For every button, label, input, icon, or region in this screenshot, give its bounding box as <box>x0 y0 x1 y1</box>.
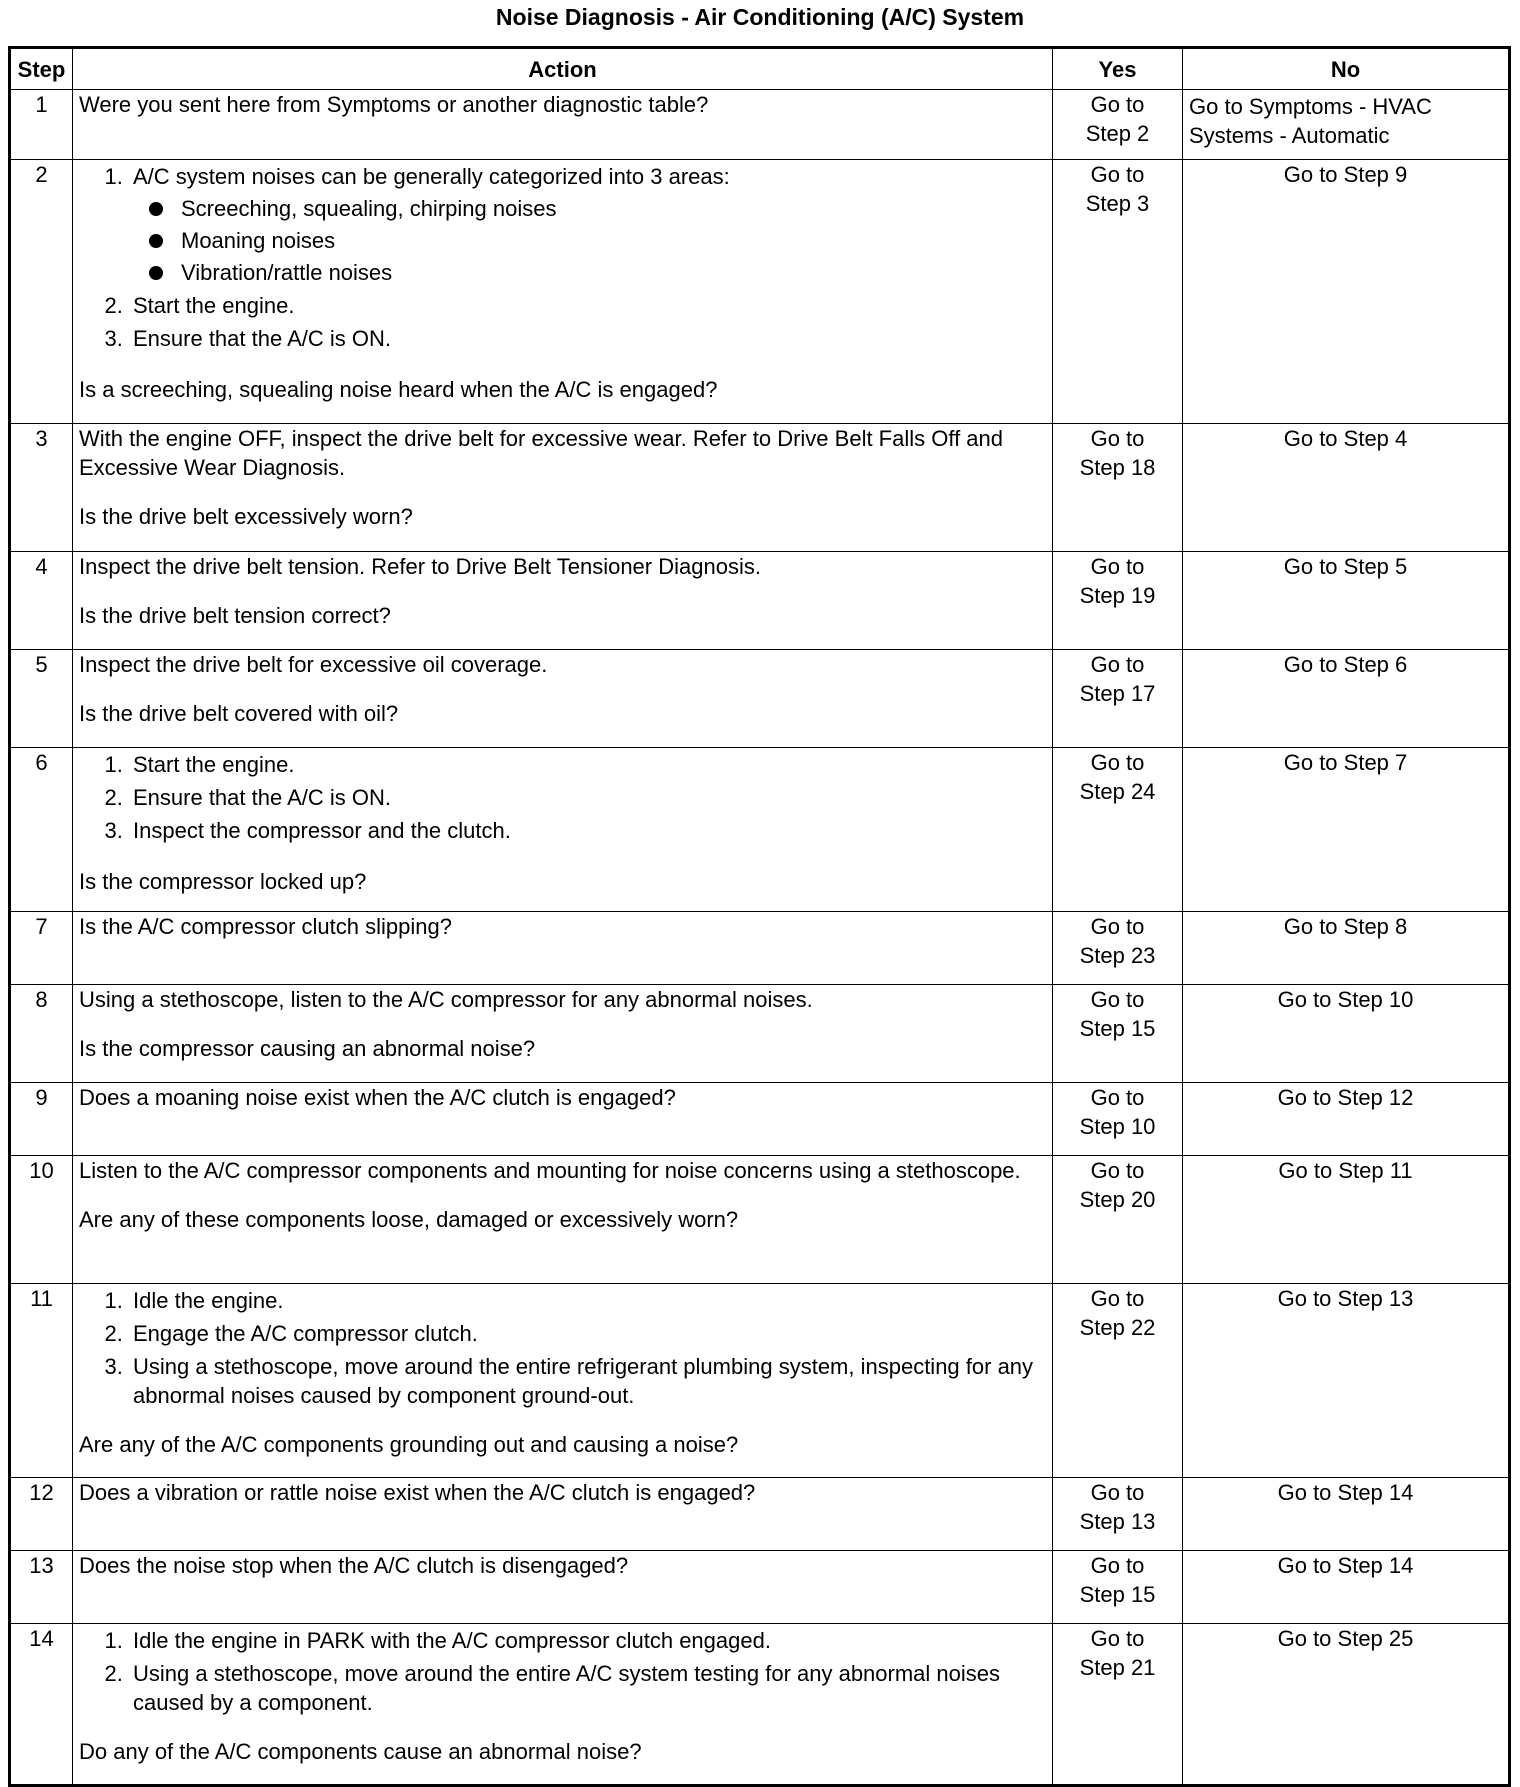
no-cell <box>1183 1284 1510 1478</box>
header-yes: Yes <box>1053 48 1183 90</box>
action-cell <box>73 1478 1053 1551</box>
table-row <box>10 748 1510 912</box>
yes-cell <box>1053 985 1183 1083</box>
yes-cell <box>1053 1156 1183 1284</box>
action-question: Is a screeching, squealing noise heard when the A/C is engaged? <box>79 377 718 402</box>
action-list-item: 2. Using a stethoscope, move around the entire A/C system testing for any abnormal noises caused by a component. <box>129 1657 1046 1717</box>
bullet-item <box>177 225 1046 257</box>
no-link[interactable]: Go to Step 12 <box>1277 1085 1414 1110</box>
bullet-item <box>177 257 1046 289</box>
page-title: Noise Diagnosis - Air Conditioning (A/C) System <box>495 4 1025 30</box>
header-action: Action <box>73 48 1053 90</box>
no-cell <box>1183 1156 1510 1284</box>
action-text: Were you sent here from Symptoms or another diagnostic table? <box>79 92 709 117</box>
action-text: Listen to the A/C compressor components and mounting for noise concerns using a stethoscope. <box>79 1158 1021 1183</box>
yes-cell <box>1053 912 1183 985</box>
yes-link[interactable]: Go to Step 18 <box>1079 426 1156 480</box>
bullet-text: Moaning noises <box>181 228 336 253</box>
action-list-item: 2. Start the engine. <box>129 289 1046 322</box>
action-cell <box>73 1083 1053 1156</box>
action-text: Does a moaning noise exist when the A/C clutch is engaged? <box>79 1085 676 1110</box>
action-cell <box>73 650 1053 748</box>
action-text: Does the noise stop when the A/C clutch is disengaged? <box>79 1553 629 1578</box>
action-cell <box>73 1624 1053 1786</box>
yes-link[interactable]: Go to Step 23 <box>1079 914 1156 968</box>
yes-link[interactable]: Go to Step 10 <box>1079 1085 1156 1139</box>
yes-cell <box>1053 1083 1183 1156</box>
no-cell <box>1183 424 1510 552</box>
no-cell <box>1183 1624 1510 1786</box>
yes-link[interactable]: Go to Step 15 <box>1079 1553 1156 1607</box>
yes-cell <box>1053 1478 1183 1551</box>
step-number: 11 <box>10 1284 73 1478</box>
yes-link[interactable]: Go to Step 17 <box>1079 652 1156 706</box>
no-link[interactable]: Go to Step 14 <box>1277 1553 1414 1578</box>
table-row <box>10 1284 1510 1478</box>
yes-cell <box>1053 1551 1183 1624</box>
no-link[interactable]: Go to Step 11 <box>1278 1158 1413 1183</box>
no-link[interactable]: Go to Step 8 <box>1283 914 1408 939</box>
step-number: 10 <box>10 1156 73 1284</box>
action-cell <box>73 160 1053 424</box>
step-number: 7 <box>10 912 73 985</box>
action-question: Is the drive belt covered with oil? <box>79 701 399 726</box>
yes-link[interactable]: Go to Step 15 <box>1079 987 1156 1041</box>
yes-link[interactable]: Go to Step 2 <box>1085 92 1150 146</box>
table-row <box>10 424 1510 552</box>
action-cell <box>73 1284 1053 1478</box>
action-cell <box>73 552 1053 650</box>
table-row <box>10 552 1510 650</box>
step-number: 5 <box>10 650 73 748</box>
bullet-icon <box>149 266 163 280</box>
step-number: 12 <box>10 1478 73 1551</box>
action-list-item <box>129 160 1046 289</box>
no-cell <box>1183 748 1510 912</box>
table-header-row <box>10 48 1510 90</box>
table-row <box>10 985 1510 1083</box>
action-text: Inspect the drive belt for excessive oil coverage. <box>79 652 548 677</box>
action-cell <box>73 90 1053 160</box>
yes-link[interactable]: Go to Step 19 <box>1079 554 1156 608</box>
table-row <box>10 90 1510 160</box>
no-link[interactable]: Go to Step 14 <box>1277 1480 1414 1505</box>
step-number: 9 <box>10 1083 73 1156</box>
yes-cell <box>1053 160 1183 424</box>
step-number: 4 <box>10 552 73 650</box>
table-row <box>10 1156 1510 1284</box>
action-list-item: 2. Engage the A/C compressor clutch. <box>129 1317 1046 1350</box>
no-link[interactable]: Go to Step 7 <box>1283 750 1408 775</box>
no-cell <box>1183 985 1510 1083</box>
action-cell <box>73 912 1053 985</box>
action-question: Is the compressor causing an abnormal noise? <box>79 1036 536 1061</box>
step-number: 14 <box>10 1624 73 1786</box>
no-link[interactable]: Go to Step 25 <box>1277 1626 1414 1651</box>
step-number: 3 <box>10 424 73 552</box>
yes-link[interactable]: Go to Step 20 <box>1079 1158 1156 1212</box>
bullet-item <box>177 193 1046 225</box>
action-text: Does a vibration or rattle noise exist when the A/C clutch is engaged? <box>79 1480 756 1505</box>
table-row <box>10 912 1510 985</box>
action-question: Do any of the A/C components cause an abnormal noise? <box>79 1739 642 1764</box>
step-number: 1 <box>10 90 73 160</box>
action-cell <box>73 1551 1053 1624</box>
yes-cell <box>1053 552 1183 650</box>
table-row <box>10 1478 1510 1551</box>
bullet-text: Screeching, squealing, chirping noises <box>181 196 557 221</box>
no-cell <box>1183 90 1510 160</box>
no-cell <box>1183 160 1510 424</box>
table-row <box>10 1083 1510 1156</box>
yes-cell <box>1053 650 1183 748</box>
action-text: Using a stethoscope, listen to the A/C compressor for any abnormal noises. <box>79 987 813 1012</box>
no-link[interactable]: Go to Symptoms - HVAC Systems - Automatic <box>1189 94 1432 148</box>
action-cell <box>73 1156 1053 1284</box>
no-link[interactable]: Go to Step 4 <box>1283 426 1408 451</box>
yes-link[interactable]: Go to Step 22 <box>1079 1286 1156 1340</box>
no-cell <box>1183 1478 1510 1551</box>
action-question: Are any of the A/C components grounding out and causing a noise? <box>79 1432 739 1457</box>
no-link[interactable]: Go to Step 6 <box>1283 652 1408 677</box>
action-question: Is the drive belt tension correct? <box>79 603 391 628</box>
no-cell <box>1183 650 1510 748</box>
table-row <box>10 1551 1510 1624</box>
no-cell <box>1183 1083 1510 1156</box>
yes-link[interactable]: Go to Step 3 <box>1085 162 1150 216</box>
table-row <box>10 1624 1510 1786</box>
yes-cell <box>1053 424 1183 552</box>
bullet-icon <box>149 234 163 248</box>
action-list-item: 2. Ensure that the A/C is ON. <box>129 781 1046 814</box>
bullet-icon <box>149 202 163 216</box>
step-number: 2 <box>10 160 73 424</box>
table-row <box>10 650 1510 748</box>
action-list-item: 1. Start the engine. <box>129 748 1046 781</box>
step-number: 8 <box>10 985 73 1083</box>
no-link[interactable]: Go to Step 10 <box>1277 987 1414 1012</box>
no-cell <box>1183 552 1510 650</box>
no-cell <box>1183 1551 1510 1624</box>
yes-link[interactable]: Go to Step 13 <box>1079 1480 1156 1534</box>
action-text: Is the A/C compressor clutch slipping? <box>79 914 452 939</box>
yes-cell <box>1053 1624 1183 1786</box>
bullet-text: Vibration/rattle noises <box>181 260 393 285</box>
action-list-item: 1. Idle the engine in PARK with the A/C compressor clutch engaged. <box>129 1624 1046 1657</box>
yes-cell <box>1053 748 1183 912</box>
header-no: No <box>1183 48 1510 90</box>
action-question: Is the drive belt excessively worn? <box>79 504 413 529</box>
step-number: 6 <box>10 748 73 912</box>
action-text: Inspect the drive belt tension. Refer to Drive Belt Tensioner Diagnosis. <box>79 554 761 579</box>
no-cell <box>1183 912 1510 985</box>
action-list-item: 3. Ensure that the A/C is ON. <box>129 322 1046 355</box>
action-question: Are any of these components loose, damaged or excessively worn? <box>79 1207 739 1232</box>
action-text: With the engine OFF, inspect the drive belt for excessive wear. Refer to Drive Belt Falls Off and Excessive Wear Diagnosis. <box>79 426 1003 480</box>
action-item-text: A/C system noises can be generally categorized into 3 areas: <box>133 164 730 189</box>
action-cell <box>73 424 1053 552</box>
no-link[interactable]: Go to Step 9 <box>1283 162 1408 187</box>
header-step: Step <box>10 48 73 90</box>
action-list-item: 1. Idle the engine. <box>129 1284 1046 1317</box>
action-question: Is the compressor locked up? <box>79 869 367 894</box>
table-row <box>10 160 1510 424</box>
yes-link[interactable]: Go to Step 24 <box>1079 750 1156 804</box>
diagnostic-table <box>8 46 1511 1787</box>
action-list-item: 3. Inspect the compressor and the clutch. <box>129 814 1046 847</box>
yes-link[interactable]: Go to Step 21 <box>1079 1626 1156 1680</box>
step-number: 13 <box>10 1551 73 1624</box>
action-cell <box>73 748 1053 912</box>
no-link[interactable]: Go to Step 13 <box>1277 1286 1414 1311</box>
action-cell <box>73 985 1053 1083</box>
yes-cell <box>1053 1284 1183 1478</box>
action-list-item: 3. Using a stethoscope, move around the entire refrigerant plumbing system, inspecting for any abnormal noises caused by component ground-out. <box>129 1350 1046 1410</box>
no-link[interactable]: Go to Step 5 <box>1283 554 1408 579</box>
yes-cell <box>1053 90 1183 160</box>
